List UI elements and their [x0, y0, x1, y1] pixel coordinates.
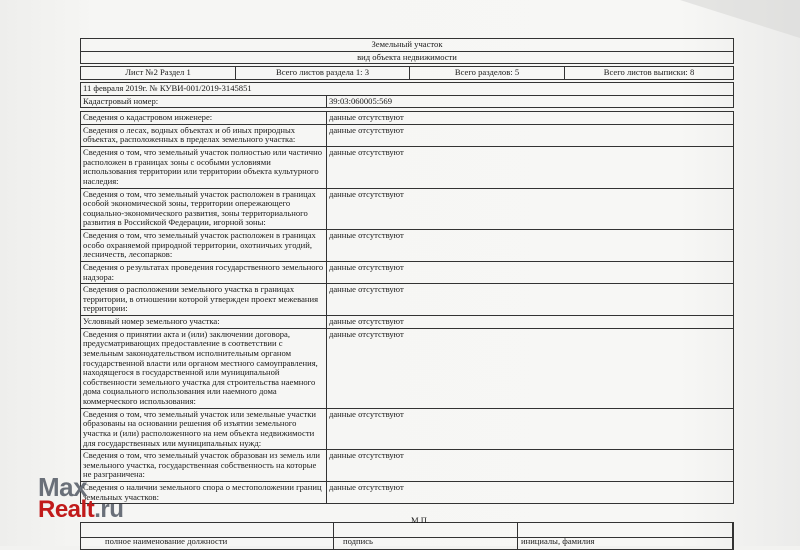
info-label: Сведения о том, что земельный участок расположен в границах особой экономической зоны, территории опережающего социально-экономического развития, зоны территориального развития в Российской Федерации, игорной зоны:: [81, 189, 327, 230]
watermark-line1: Max: [38, 472, 88, 502]
info-label: Сведения о том, что земельный участок образован из земель или земельного участка, государственная собственность на которые не разграничена:: [81, 450, 327, 481]
sheet-info-row: [80, 66, 734, 80]
object-title: Земельный участок: [371, 39, 443, 49]
info-value: данные отсутствуют: [329, 482, 404, 492]
info-label: Условный номер земельного участка:: [81, 316, 327, 328]
info-label: Сведения о том, что земельный участок полностью или частично расположен в границах зоны с особыми условиями использования территории или территории объекта культурного наследия:: [81, 147, 327, 188]
info-value: данные отсутствуют: [329, 261, 404, 272]
sections-total: Всего разделов: 5: [410, 67, 565, 79]
info-label: Сведения о лесах, водных объектах и об иных природных объектах, расположенных в пределах земельного участка:: [81, 125, 327, 146]
object-type: вид объекта недвижимости: [357, 51, 457, 62]
info-value: данные отсутствуют: [329, 112, 404, 123]
info-row: [80, 482, 734, 504]
info-row: [80, 189, 734, 231]
document-table: [80, 38, 734, 550]
info-value: данные отсутствуют: [329, 230, 404, 240]
sign-label: подпись: [343, 536, 373, 547]
subtitle-row: [80, 52, 734, 65]
sheet-number: Лист №2 Раздел 1: [81, 67, 236, 79]
info-value: данные отсутствуют: [329, 450, 404, 461]
info-label: Сведения о расположении земельного участка в границах территории, в отношении которой утвержден проект межевания территории:: [81, 284, 327, 315]
info-row: [80, 262, 734, 284]
info-value: данные отсутствуют: [329, 284, 404, 295]
info-value: данные отсутствуют: [329, 316, 404, 326]
info-value: данные отсутствуют: [329, 188, 404, 199]
info-label: Сведения о том, что земельный участок или земельные участки образованы на основании решения об изъятии земельного участка и (или) расположенного на нем объекта недвижимости для государственных или муниципальных нужд:: [81, 409, 327, 450]
stamp-place: М.П.: [411, 515, 430, 525]
section-sheets-total: Всего листов раздела 1: 3: [236, 67, 410, 79]
info-label: Сведения о принятии акта и (или) заключении договора, предусматривающих предоставление в соответствии с земельным законодательством исполнительным органом государственной власти или органом местного самоуправления, находящегося в государственной или муниципальной собственности земельного участка для строительства наемного дома социального использования или наемного дома коммерческого использования:: [81, 329, 327, 408]
cadastral-row: [80, 96, 734, 109]
info-row: [80, 329, 734, 409]
info-label: Сведения о результатах проведения государственного земельного надзора:: [81, 262, 327, 283]
watermark-ru: .ru: [94, 496, 124, 523]
name-label: инициалы, фамилия: [521, 536, 595, 547]
info-row: [80, 230, 734, 262]
date-row: [80, 82, 734, 96]
info-row: [80, 316, 734, 329]
info-label: Сведения о том, что земельный участок расположен в границах особо охраняемой природной территории, охотничьих угодий, лесничеств, лесопарков:: [81, 230, 327, 261]
info-row: [80, 147, 734, 189]
watermark-realt: Realt: [38, 496, 95, 523]
info-rows: [80, 111, 734, 504]
info-value: данные отсутствуют: [329, 147, 404, 157]
info-row: [80, 125, 734, 147]
extract-date-number: 11 февраля 2019г. № КУВИ-001/2019-3145851: [83, 82, 252, 93]
page-corner-fold: [680, 0, 800, 38]
info-value: данные отсутствуют: [329, 124, 404, 135]
watermark-line2: [38, 498, 123, 522]
position-label: полное наименование должности: [105, 536, 228, 547]
info-label: Сведения о кадастровом инженере:: [81, 112, 327, 124]
info-label: Сведения о наличии земельного спора о местоположении границ земельных участков:: [81, 482, 327, 503]
cadastral-value: 39:03:060005:569: [329, 95, 393, 106]
watermark-logo: [38, 474, 123, 522]
info-value: данные отсутствуют: [329, 408, 404, 419]
title-row: [80, 38, 734, 52]
cadastral-label: Кадастровый номер:: [81, 96, 327, 108]
extract-sheets-total: Всего листов выписки: 8: [603, 67, 695, 78]
info-row: [80, 111, 734, 125]
info-row: [80, 409, 734, 451]
info-value: данные отсутствуют: [329, 328, 404, 339]
info-row: [80, 450, 734, 482]
info-row: [80, 284, 734, 316]
